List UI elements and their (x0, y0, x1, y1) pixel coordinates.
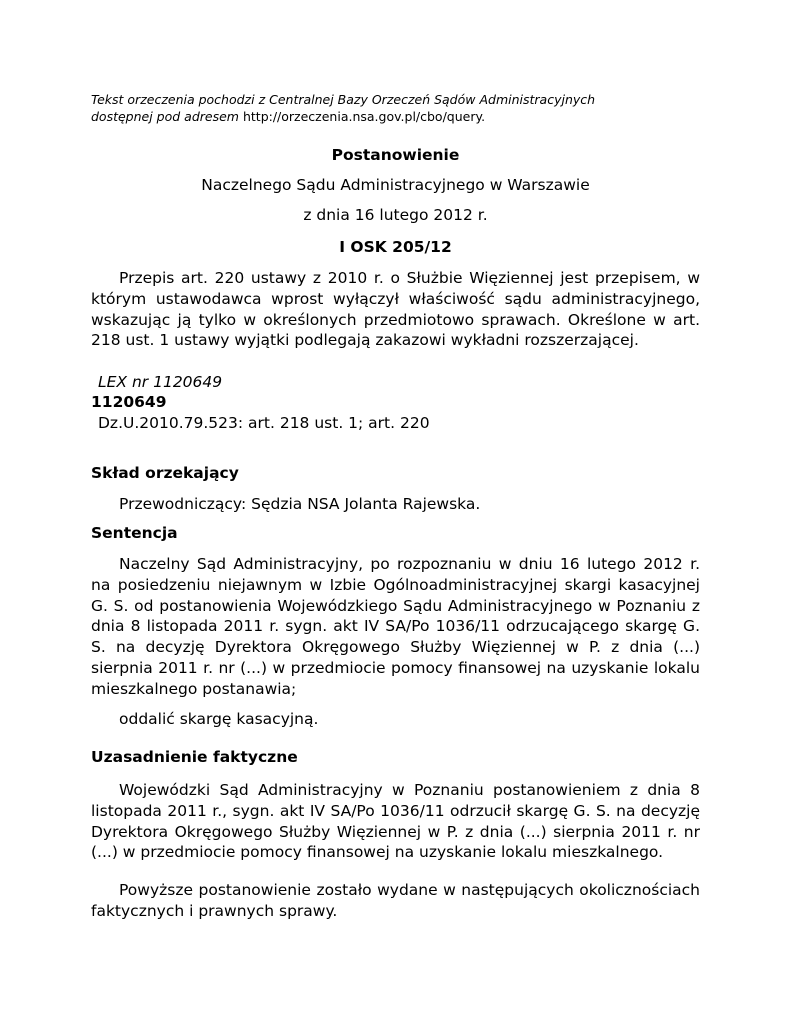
source-url[interactable]: http://orzeczenia.nsa.gov.pl/cbo/query. (242, 109, 486, 124)
decision-date: z dnia 16 lutego 2012 r. (303, 206, 488, 224)
case-number: I OSK 205/12 (339, 238, 452, 256)
sentence-paragraph: Naczelny Sąd Administracyjny, po rozpoznaniu w dniu 16 lutego 2012 r. na posiedzeniu niejawnym w Izbie Ogólnoadministracyjnej skargi kasacyjnej G. S. od postanowienia Wojewódzkiego Sądu Administracyjnego w Poznaniu z dnia 8 listopada 2011 r. sygn. akt IV SA/Po 1036/11 odrzucającego skargę G. S. na decyzję Dyrektora Okręgowego Służby Więziennej w P. z dnia (...) sierpnia 2011 r. nr (...) w przedmiocie pomocy finansowej na uzyskanie lokalu mieszkalnego postanawia; (91, 555, 700, 698)
document-page (91, 91, 700, 920)
court-name: Naczelnego Sądu Administracyjnego w Warszawie (201, 176, 590, 194)
panel-heading: Skład orzekający (91, 464, 239, 482)
document-title: Postanowienie (331, 146, 460, 164)
lex-reference: LEX nr 1120649 (98, 373, 223, 391)
facts-heading: Uzasadnienie faktyczne (91, 748, 298, 766)
legal-basis: Dz.U.2010.79.523: art. 218 ust. 1; art. 220 (98, 414, 430, 432)
panel-text: Przewodniczący: Sędzia NSA Jolanta Rajewska. (119, 495, 481, 513)
thesis-paragraph: Przepis art. 220 ustawy z 2010 r. o Służbie Więziennej jest przepisem, w którym ustawodawca wprost wyłączył właściwość sądu administracyjnego, wskazując ją tylko w określonych przedmiotowo sprawach. Określone w art. 218 ust. 1 ustawy wyjątki podlegają zakazowi wykładni rozszerzającej. (91, 269, 700, 350)
sentence-heading: Sentencja (91, 524, 178, 542)
source-note-line-1: Tekst orzeczenia pochodzi z Centralnej Bazy Orzeczeń Sądów Administracyjnych (91, 92, 596, 107)
sentence-decision: oddalić skargę kasacyjną. (119, 710, 319, 728)
facts-paragraph-1: Wojewódzki Sąd Administracyjny w Poznaniu postanowieniem z dnia 8 listopada 2011 r., sygn. akt IV SA/Po 1036/11 odrzucił skargę G. S. na decyzję Dyrektora Okręgowego Służby Więziennej w P. z dnia (...) sierpnia 2011 r. nr (...) w przedmiocie pomocy finansowej na uzyskanie lokalu mieszkalnego. (91, 781, 700, 862)
source-note (91, 91, 700, 125)
source-note-line-2: dostępnej pod adresem (91, 109, 239, 124)
facts-paragraph-2: Powyższe postanowienie zostało wydane w następujących okolicznościach faktycznych i prawnych sprawy. (91, 881, 700, 920)
lex-number: 1120649 (91, 393, 167, 411)
